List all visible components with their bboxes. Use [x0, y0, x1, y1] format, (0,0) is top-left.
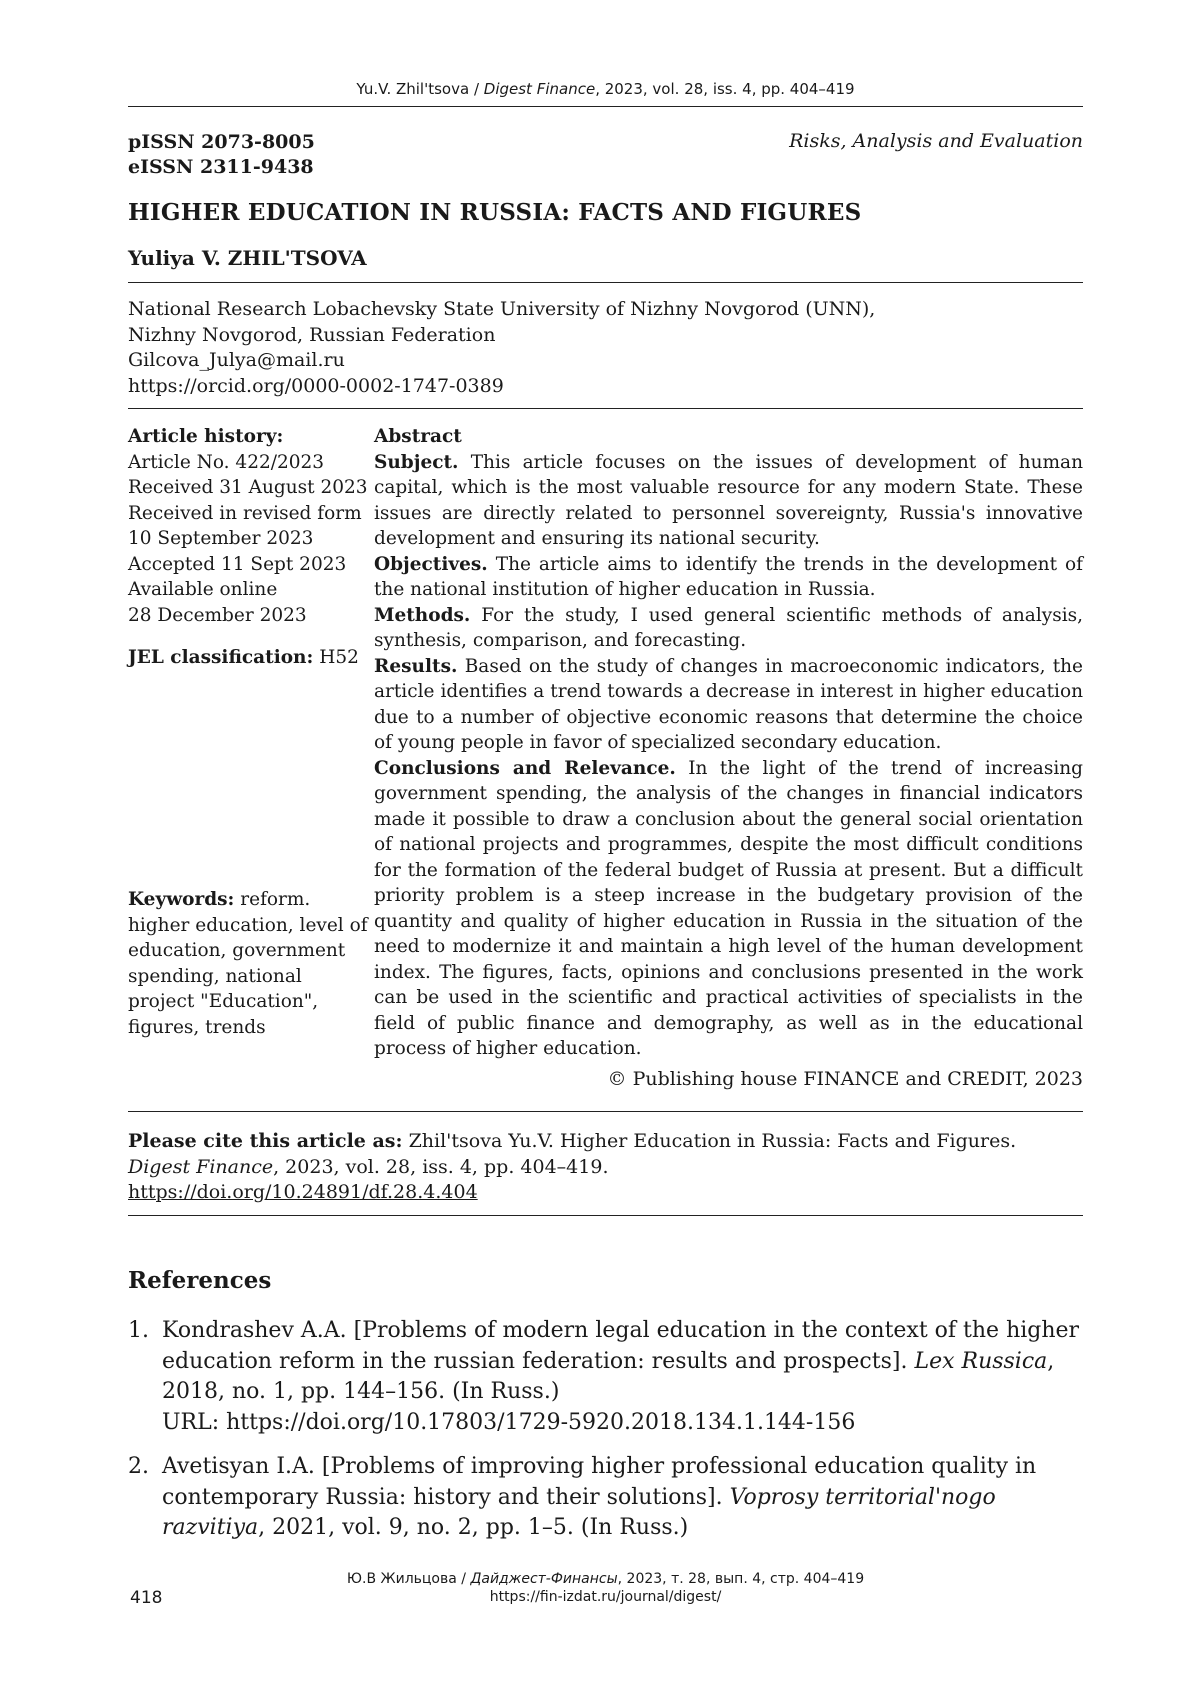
article-history — [128, 424, 368, 671]
citation-label: Please cite this article as: — [128, 1130, 403, 1152]
footer-journal: Дайджест-Финансы — [470, 1571, 617, 1587]
history-line: 28 December 2023 — [128, 603, 368, 629]
jel-classification — [128, 645, 368, 671]
history-line: Article No. 422/2023 — [128, 450, 368, 476]
running-header-rest: , 2023, vol. 28, iss. 4, pp. 404–419 — [595, 80, 854, 98]
page-number: 418 — [130, 1588, 162, 1608]
reference-text: Avetisyan I.A. [Problems of improving higher professional education quality in contemporary Russia: history and their solutions]. — [162, 1454, 1036, 1510]
abstract-methods — [374, 603, 1083, 654]
references-heading: References — [128, 1267, 271, 1294]
footer-author: Ю.В Жильцова / — [347, 1571, 471, 1587]
history-line: Available online — [128, 577, 368, 603]
reference-url[interactable]: URL: https://doi.org/10.17803/1729-5920.2018.134.1.144-156 — [162, 1410, 855, 1435]
reference-rest: , 2018, no. 1, pp. 144–156. (In Russ.) — [162, 1349, 1054, 1405]
affiliation-line1: National Research Lobachevsky State University of Nizhny Novgorod (UNN), — [128, 297, 875, 323]
electronic-issn: eISSN 2311-9438 — [128, 155, 315, 180]
reference-item — [128, 1316, 1083, 1438]
history-line: 10 September 2023 — [128, 526, 368, 552]
abstract-label: Methods. — [374, 605, 470, 626]
cite-top-divider — [128, 1111, 1083, 1112]
cite-bottom-divider — [128, 1215, 1083, 1216]
reference-rest: , 2021, vol. 9, no. 2, pp. 1–5. (In Russ.) — [258, 1515, 688, 1540]
references-list — [128, 1316, 1083, 1558]
abstract-text: This article focuses on the issues of development of human capital, which is the most valuable resource for any modern State. These issues are directly related to personnel sovereignty, Russia's innovative development and ensuring its national security. — [374, 452, 1083, 550]
article-title: HIGHER EDUCATION IN RUSSIA: FACTS AND FIGURES — [128, 199, 861, 226]
abstract-text: Based on the study of changes in macroeconomic indicators, the article identifies a trend towards a decrease in interest in higher education due to a number of objective economic reasons that determine the choice of young people in favor of specialized secondary education. — [374, 656, 1083, 754]
article-author: Yuliya V. ZHIL'TSOVA — [128, 246, 367, 270]
page-footer — [128, 1570, 1083, 1606]
citation-journal: Digest Finance — [128, 1156, 273, 1178]
running-header-journal: Digest Finance — [484, 80, 595, 98]
running-header — [128, 80, 1083, 98]
history-line: Received 31 August 2023 — [128, 475, 368, 501]
history-line: Accepted 11 Sept 2023 — [128, 552, 368, 578]
affiliation — [128, 297, 875, 399]
keywords — [128, 887, 368, 1040]
reference-number: 2. — [128, 1452, 162, 1544]
author-email[interactable]: Gilcova_Julya@mail.ru — [128, 348, 875, 374]
header-divider — [128, 106, 1083, 107]
reference-item — [128, 1452, 1083, 1544]
citation-doi-link[interactable]: https://doi.org/10.24891/df.28.4.404 — [128, 1181, 478, 1203]
abstract-conclusions — [374, 756, 1083, 1062]
section-label: Risks, Analysis and Evaluation — [789, 130, 1083, 152]
affiliation-divider — [128, 408, 1083, 409]
jel-label: JEL classification: — [128, 647, 313, 668]
abstract-heading: Abstract — [374, 426, 462, 447]
footer-url[interactable]: https://fin-izdat.ru/journal/digest/ — [128, 1588, 1083, 1606]
abstract-label: Conclusions and Relevance. — [374, 758, 676, 779]
article-history-heading: Article history: — [128, 426, 283, 447]
author-orcid[interactable]: https://orcid.org/0000-0002-1747-0389 — [128, 374, 875, 400]
reference-text: Kondrashev A.A. [Problems of modern legal education in the context of the higher education reform in the russian federation: results and prospects]. — [162, 1318, 1079, 1374]
abstract-results — [374, 654, 1083, 756]
affiliation-line2: Nizhny Novgorod, Russian Federation — [128, 323, 875, 349]
abstract-subject — [374, 450, 1083, 552]
history-line: Received in revised form — [128, 501, 368, 527]
citation-text: Zhil'tsova Yu.V. Higher Education in Russia: Facts and Figures. — [403, 1130, 1017, 1152]
citation-block — [128, 1129, 1083, 1206]
abstract-label: Results. — [374, 656, 457, 677]
citation-rest: , 2023, vol. 28, iss. 4, pp. 404–419. — [273, 1156, 608, 1178]
issn-block — [128, 130, 315, 180]
reference-journal: Voprosy territorial'nogo razvitiya — [162, 1485, 996, 1541]
abstract-objectives — [374, 552, 1083, 603]
reference-journal: Lex Russica — [914, 1349, 1047, 1374]
abstract-text: The article aims to identify the trends in the development of the national institution of higher education in Russia. — [374, 554, 1083, 601]
print-issn: pISSN 2073-8005 — [128, 130, 315, 155]
jel-value: H52 — [313, 647, 359, 668]
abstract-label: Objectives. — [374, 554, 488, 575]
running-header-author: Yu.V. Zhil'tsova / — [356, 80, 483, 98]
abstract-label: Subject. — [374, 452, 458, 473]
author-divider — [128, 282, 1083, 283]
reference-number: 1. — [128, 1316, 162, 1438]
keywords-text: reform. higher education, level of education, government spending, national project "Education", figures, trends — [128, 889, 368, 1038]
abstract-text: In the light of the trend of increasing government spending, the analysis of the changes in financial indicators made it possible to draw a conclusion about the general social orientation of national projects and programmes, despite the most difficult conditions for the formation of the federal budget of Russia at present. But a difficult priority problem is a steep increase in the budgetary provision of the quantity and quality of higher education in Russia in the situation of the need to modernize it and maintain a high level of the human development index. The figures, facts, opinions and conclusions presented in the work can be used in the scientific and practical activities of specialists in the field of public finance and demography, as well as in the educational process of higher education. — [374, 758, 1083, 1060]
copyright-notice: © Publishing house FINANCE and CREDIT, 2023 — [608, 1068, 1083, 1090]
footer-rest: , 2023, т. 28, вып. 4, стр. 404–419 — [618, 1571, 864, 1587]
abstract — [374, 424, 1083, 1062]
keywords-label: Keywords: — [128, 889, 234, 910]
abstract-text: For the study, I used general scientific methods of analysis, synthesis, comparison, and forecasting. — [374, 605, 1083, 652]
